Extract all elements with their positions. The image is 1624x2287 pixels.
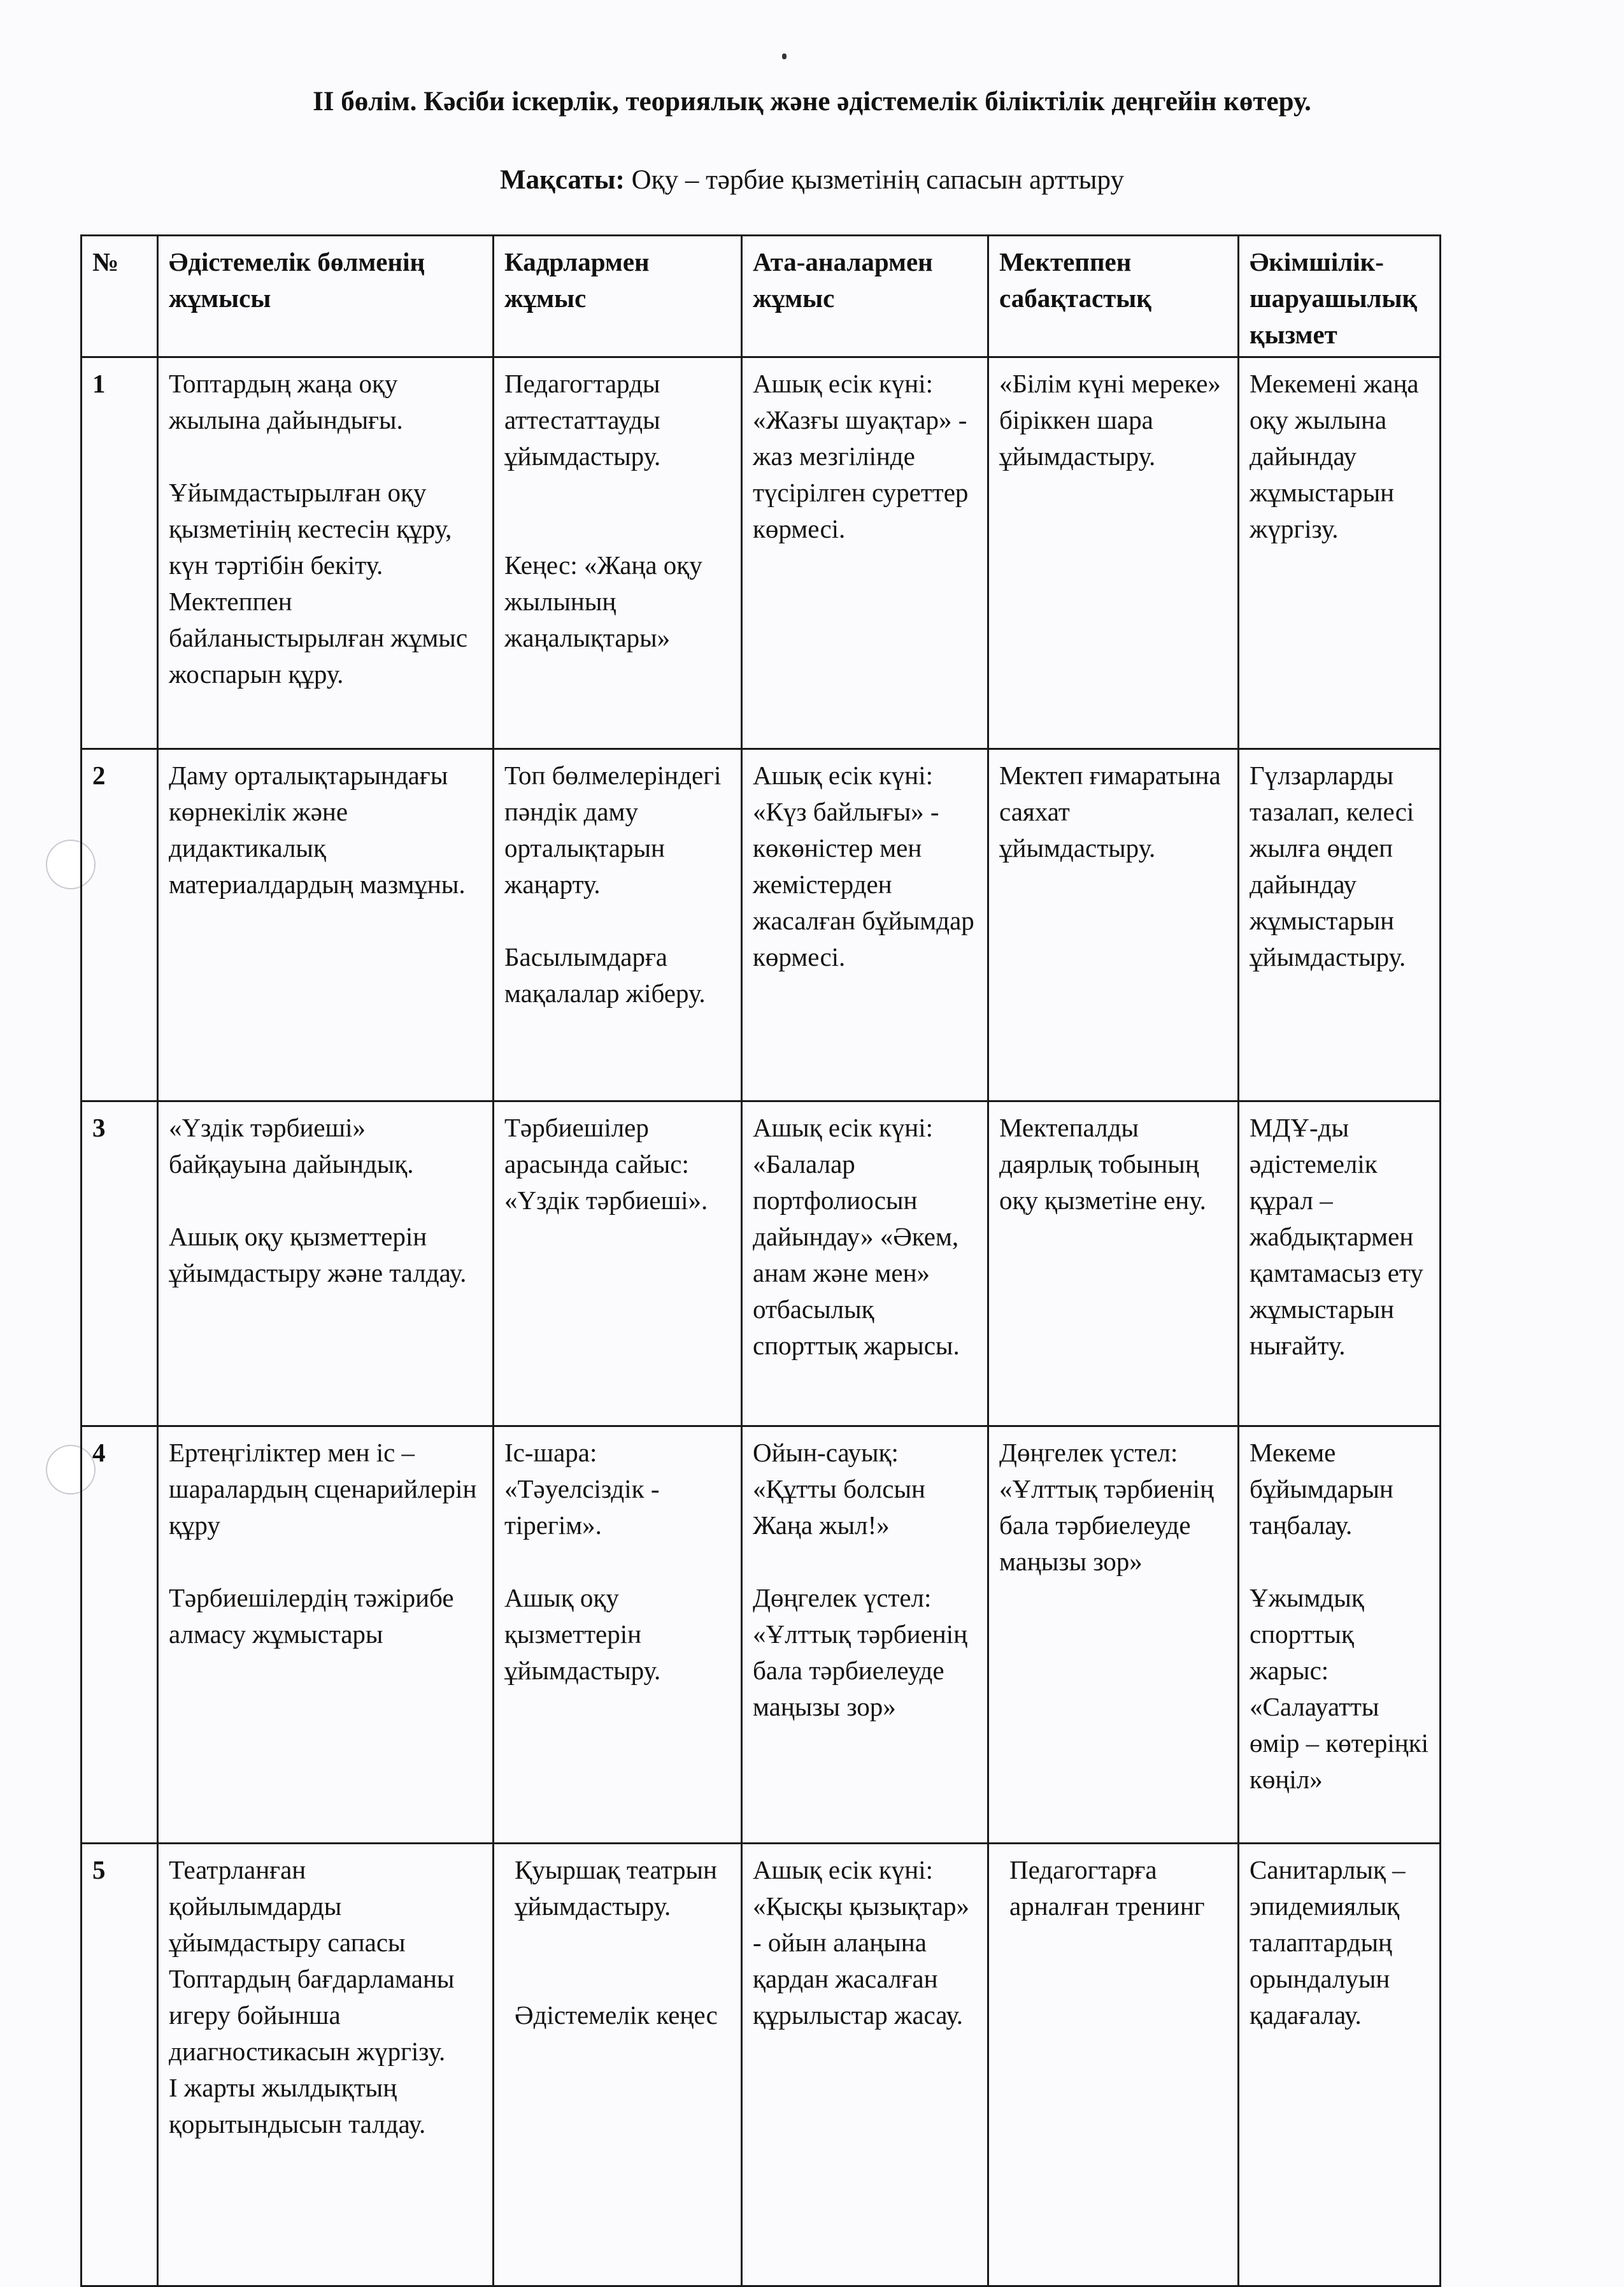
cell-text: Ертеңгіліктер мен іс – шаралардың сценарийлерін құру	[169, 1438, 477, 1540]
cell-text: Мекемені жаңа оқу жылына дайындау жұмыстарын жүргізу.	[1250, 369, 1419, 543]
row-number: 1	[82, 357, 158, 749]
cell-school	[988, 749, 1239, 1101]
cell-text: «Үздік тәрбиеші» байқауына дайындық.	[169, 1113, 414, 1179]
cell-school	[988, 357, 1239, 749]
cell-text: Дөңгелек үстел: «Ұлттық тәрбиенің бала тәрбиелеуде маңызы зор»	[753, 1583, 968, 1721]
cell-text: Топ бөлмелеріндегі пәндік даму орталықтарын жаңарту.	[504, 761, 722, 899]
cell-text: Ашық есік күні: «Күз байлығы» - көкөністер мен жемістерден жасалған бұйымдар көрмесі.	[753, 761, 974, 971]
cell-parents	[742, 1844, 988, 2286]
cell-parents	[742, 357, 988, 749]
cell-text: Ашық есік күні: «Жазғы шуақтар» - жаз мезгілінде түсірілген суреттер көрмесі.	[753, 369, 969, 543]
cell-text: Ойын-сауық: «Құтты болсын Жаңа жыл!»	[753, 1438, 925, 1540]
cell-text: Мектеппен байланыстырылған жұмыс жоспарын құру.	[169, 587, 468, 689]
cell-parents	[742, 749, 988, 1101]
row-number: 5	[82, 1844, 158, 2286]
cell-method	[158, 357, 494, 749]
row-number: 4	[82, 1426, 158, 1844]
goal-line	[0, 164, 1624, 196]
cell-text: Тәрбиешілер арасында сайыс: «Үздік тәрбиеші».	[504, 1113, 708, 1215]
header-school: Мектеппен сабақтастық	[988, 236, 1239, 357]
cell-staff	[494, 357, 742, 749]
cell-text: Гүлзарларды тазалап, келесі жылға өңдеп дайындау жұмыстарын ұйымдастыру.	[1250, 761, 1414, 971]
table-row	[82, 357, 1441, 749]
cell-text: Ашық оқу қызметтерін ұйымдастыру және талдау.	[169, 1222, 467, 1287]
cell-text: Кеңес: «Жаңа оқу жылының жаңалықтары»	[504, 550, 702, 652]
cell-text: Санитарлық – эпидемиялық талаптардың орындалуын қадағалау.	[1250, 1855, 1406, 2030]
cell-text: Ұжымдық спорттық жарыс: «Салауатты өмір – көтеріңкі көңіл»	[1250, 1583, 1429, 1794]
cell-text: Дөңгелек үстел: «Ұлттық тәрбиенің бала тәрбиелеуде маңызы зор»	[999, 1438, 1214, 1576]
cell-text: Әдістемелік кеңес	[515, 2000, 718, 2030]
table-header-row	[82, 236, 1441, 357]
header-parents: Ата-аналармен жұмыс	[742, 236, 988, 357]
scan-speck	[782, 54, 787, 59]
cell-text: Қуыршақ театрын ұйымдастыру.	[515, 1855, 717, 1921]
cell-admin	[1239, 1844, 1441, 2286]
cell-admin	[1239, 749, 1441, 1101]
cell-school	[988, 1844, 1239, 2286]
cell-admin	[1239, 1426, 1441, 1844]
cell-text: «Білім күні мереке» біріккен шара ұйымдастыру.	[999, 369, 1221, 471]
cell-text: МДҰ-ды әдістемелік құрал – жабдықтармен қамтамасыз ету жұмыстарын нығайту.	[1250, 1113, 1423, 1360]
header-number: №	[82, 236, 158, 357]
cell-method	[158, 1426, 494, 1844]
table-row	[82, 1426, 1441, 1844]
cell-text: Басылымдарға мақалалар жіберу.	[504, 942, 706, 1008]
cell-text: Топтардың бағдарламаны игеру бойынша диагностикасын жүргізу.	[169, 1964, 455, 2066]
cell-text: Ашық оқу қызметтерін ұйымдастыру.	[504, 1583, 661, 1685]
cell-text: Педагогтарға арналған тренинг	[1009, 1855, 1205, 1921]
cell-staff	[494, 1844, 742, 2286]
row-number: 3	[82, 1101, 158, 1426]
cell-staff	[494, 749, 742, 1101]
header-staff: Кадрлармен жұмыс	[494, 236, 742, 357]
cell-text: І жарты жылдықтың қорытындысын талдау.	[169, 2073, 426, 2139]
cell-school	[988, 1426, 1239, 1844]
cell-text: Ашық есік күні: «Балалар портфолиосын дайындау» «Әкем, анам және мен» отбасылық спорттық жарысы.	[753, 1113, 960, 1360]
cell-parents	[742, 1426, 988, 1844]
table-row	[82, 749, 1441, 1101]
cell-text: Іс-шара: «Тәуелсіздік - тірегім».	[504, 1438, 660, 1540]
cell-text: Топтардың жаңа оқу жылына дайындығы.	[169, 369, 403, 434]
page-title: ІІ бөлім. Кәсіби іскерлік, теориялық және әдістемелік біліктілік деңгейін көтеру.	[313, 87, 1311, 117]
cell-text: Мектепалды даярлық тобының оқу қызметіне ену.	[999, 1113, 1206, 1215]
cell-text: Театрланған қойылымдарды ұйымдастыру сапасы	[169, 1855, 406, 1957]
cell-text: Мектеп ғимаратына саяхат ұйымдастыру.	[999, 761, 1221, 863]
cell-admin	[1239, 1101, 1441, 1426]
cell-text: Даму орталықтарындағы көрнекілік және дидактикалық материалдардың мазмұны.	[169, 761, 466, 899]
goal-label: Мақсаты:	[500, 165, 625, 195]
header-method-room: Әдістемелік бөлменің жұмысы	[158, 236, 494, 357]
cell-parents	[742, 1101, 988, 1426]
table-row	[82, 1101, 1441, 1426]
header-admin: Әкімшілік-шаруашылық қызмет	[1239, 236, 1441, 357]
cell-text: Тәрбиешілердің тәжірибе алмасу жұмыстары	[169, 1583, 454, 1649]
cell-text: Мекеме бұйымдарын таңбалау.	[1250, 1438, 1393, 1540]
cell-admin	[1239, 357, 1441, 749]
cell-text: Ашық есік күні: «Қысқы қызықтар» - ойын алаңына қардан жасалған құрылыстар жасау.	[753, 1855, 970, 2030]
cell-staff	[494, 1426, 742, 1844]
cell-method	[158, 1844, 494, 2286]
cell-text: Педагогтарды аттестаттауды ұйымдастыру.	[504, 369, 661, 471]
goal-text: Оқу – тәрбие қызметінің сапасын арттыру	[624, 165, 1124, 195]
cell-method	[158, 749, 494, 1101]
cell-text: Ұйымдастырылған оқу қызметінің кестесін құру, күн тәртібін бекіту.	[169, 478, 452, 580]
cell-school	[988, 1101, 1239, 1426]
work-plan-table	[80, 234, 1441, 2287]
row-number: 2	[82, 749, 158, 1101]
cell-method	[158, 1101, 494, 1426]
cell-staff	[494, 1101, 742, 1426]
table-row	[82, 1844, 1441, 2286]
